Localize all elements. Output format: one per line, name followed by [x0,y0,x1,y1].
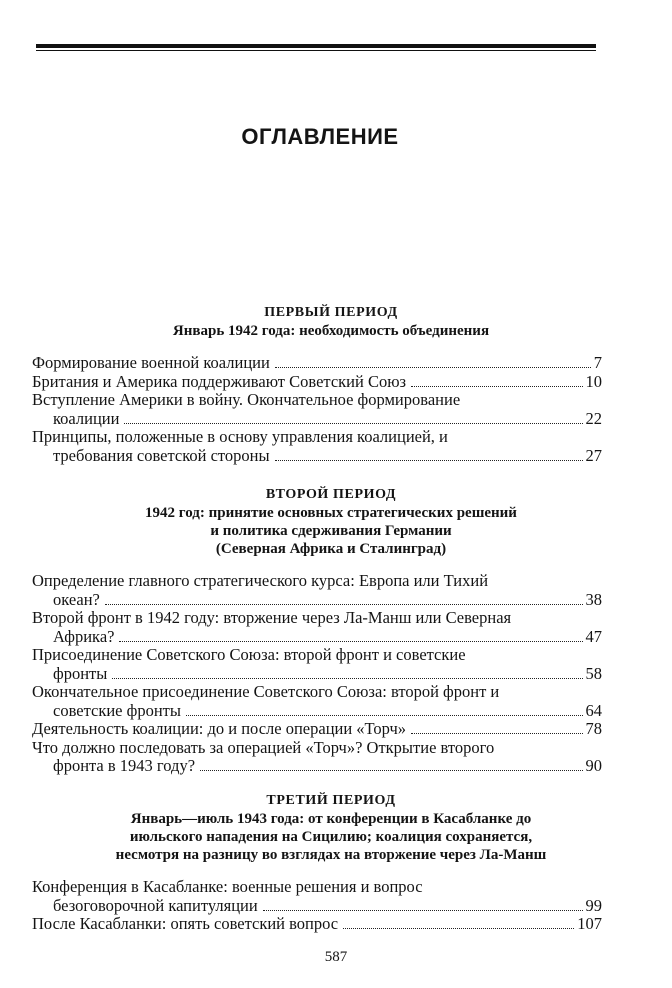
toc-entry[interactable] [32,683,602,720]
toc-entry-line: Принципы, положенные в основу управления коалицией, и [32,427,448,446]
section-header [32,486,602,558]
page-title: ОГЛАВЛЕНИЕ [241,124,399,149]
period-subheading: Январь 1942 года: необходимость объединения [172,323,490,339]
section-first-period [32,304,602,465]
section-header [32,792,602,864]
period-subheading: 1942 год: принятие основных стратегических решений [145,505,517,521]
period-subheading: и политика сдерживания Германии [210,523,452,539]
toc-entry[interactable] [32,878,602,915]
period-subheading: Январь—июль 1943 года: от конференции в Касабланке до [130,811,532,827]
toc-entry[interactable] [32,354,602,373]
dot-leader [105,604,583,605]
toc-list [32,572,602,776]
toc-entry-last-line [32,720,602,739]
toc-entry-last-line [32,897,602,916]
toc-entry-text: После Касабланки: опять советский вопрос [32,914,339,933]
period-subheading: несмотря на разницу во взглядах на вторжение через Ла-Манш [115,847,547,863]
toc-list [32,878,602,934]
dot-leader [112,678,582,679]
top-rule-thin [36,50,596,51]
toc-entry[interactable] [32,609,602,646]
toc-entry-text: советские фронты [53,700,181,720]
toc-entry[interactable] [32,739,602,776]
dot-leader [343,928,574,929]
toc-entry-text: фронта в 1943 году? [53,756,196,775]
toc-entry[interactable] [32,915,602,934]
dot-leader [411,386,582,387]
toc-entry-last-line [32,447,602,466]
toc-page-number: 107 [577,914,602,933]
toc-page-number: 27 [585,445,602,465]
toc-page-number: 78 [585,719,602,738]
toc-entry-line: Вступление Америки в войну. Окончательное формирование [32,390,461,409]
toc-entry-text: коалиции [53,408,120,428]
toc-entry-text: фронты [53,663,108,683]
toc-entry-text: Британия и Америка поддерживают Советский Союз [32,371,407,391]
toc-entry[interactable] [32,720,602,739]
dot-leader [200,770,582,771]
toc-entry-last-line [32,354,602,373]
toc-entry-line: Второй фронт в 1942 году: вторжение через Ла-Манш или Северная [32,608,512,627]
toc-entry-line: Что должно последовать за операцией «Торч»? Открытие второго [32,737,495,757]
period-heading: ВТОРОЙ ПЕРИОД [265,487,397,502]
toc-page-number: 7 [593,353,602,372]
toc-entry-last-line [32,628,602,647]
toc-entry-last-line [32,373,602,392]
toc-entry-text: Формирование военной коалиции [32,353,270,372]
toc-page-number: 58 [585,663,602,683]
section-second-period [32,486,602,776]
toc-entry-line: Конференция в Касабланке: военные решения и вопрос [32,877,423,896]
toc-entry-text: океан? [53,589,100,609]
toc-page-number: 47 [585,626,602,646]
toc-entry[interactable] [32,428,602,465]
toc-entry-line: Присоединение Советского Союза: второй фронт и советские [32,645,466,664]
toc-list [32,354,602,465]
dot-leader [275,460,583,461]
toc-entry-last-line [32,757,602,776]
section-third-period [32,792,602,934]
toc-page-number: 90 [585,756,602,775]
dot-leader [263,910,583,911]
toc-entry-last-line [32,591,602,610]
toc-entry-last-line [32,702,602,721]
toc-entry-last-line [32,915,602,934]
page-number: 587 [324,949,348,965]
dot-leader [275,367,591,368]
period-subheading: июльского нападения на Сицилию; коалиция сохраняется, [129,829,533,845]
period-subheading: (Северная Африка и Сталинград) [215,541,447,557]
toc-page-number: 99 [585,895,602,915]
section-header [32,304,602,340]
toc-entry-text: требования советской стороны [53,445,270,465]
toc-page-number: 10 [585,371,602,391]
period-heading: ТРЕТИЙ ПЕРИОД [266,793,396,808]
toc-entry-line: Окончательное присоединение Советского Союза: второй фронт и [32,682,500,701]
dot-leader [186,715,583,716]
toc-page-number: 64 [585,700,602,720]
dot-leader [124,423,582,424]
toc-entry-last-line [32,410,602,429]
toc-entry-text: Деятельность коалиции: до и после операции «Торч» [32,719,407,738]
toc-entry[interactable] [32,373,602,392]
toc-entry-text: безоговорочной капитуляции [53,895,258,915]
toc-entry-line: Определение главного стратегического курса: Европа или Тихий [32,571,489,590]
toc-page-number: 22 [585,408,602,428]
toc-page-number: 38 [585,589,602,609]
toc-entry-last-line [32,665,602,684]
toc-entry-text: Африка? [53,626,115,646]
toc-entry[interactable] [32,646,602,683]
toc-entry[interactable] [32,391,602,428]
period-heading: ПЕРВЫЙ ПЕРИОД [264,305,398,320]
dot-leader [119,641,582,642]
top-rule-thick [36,44,596,48]
toc-entry[interactable] [32,572,602,609]
dot-leader [411,733,582,734]
